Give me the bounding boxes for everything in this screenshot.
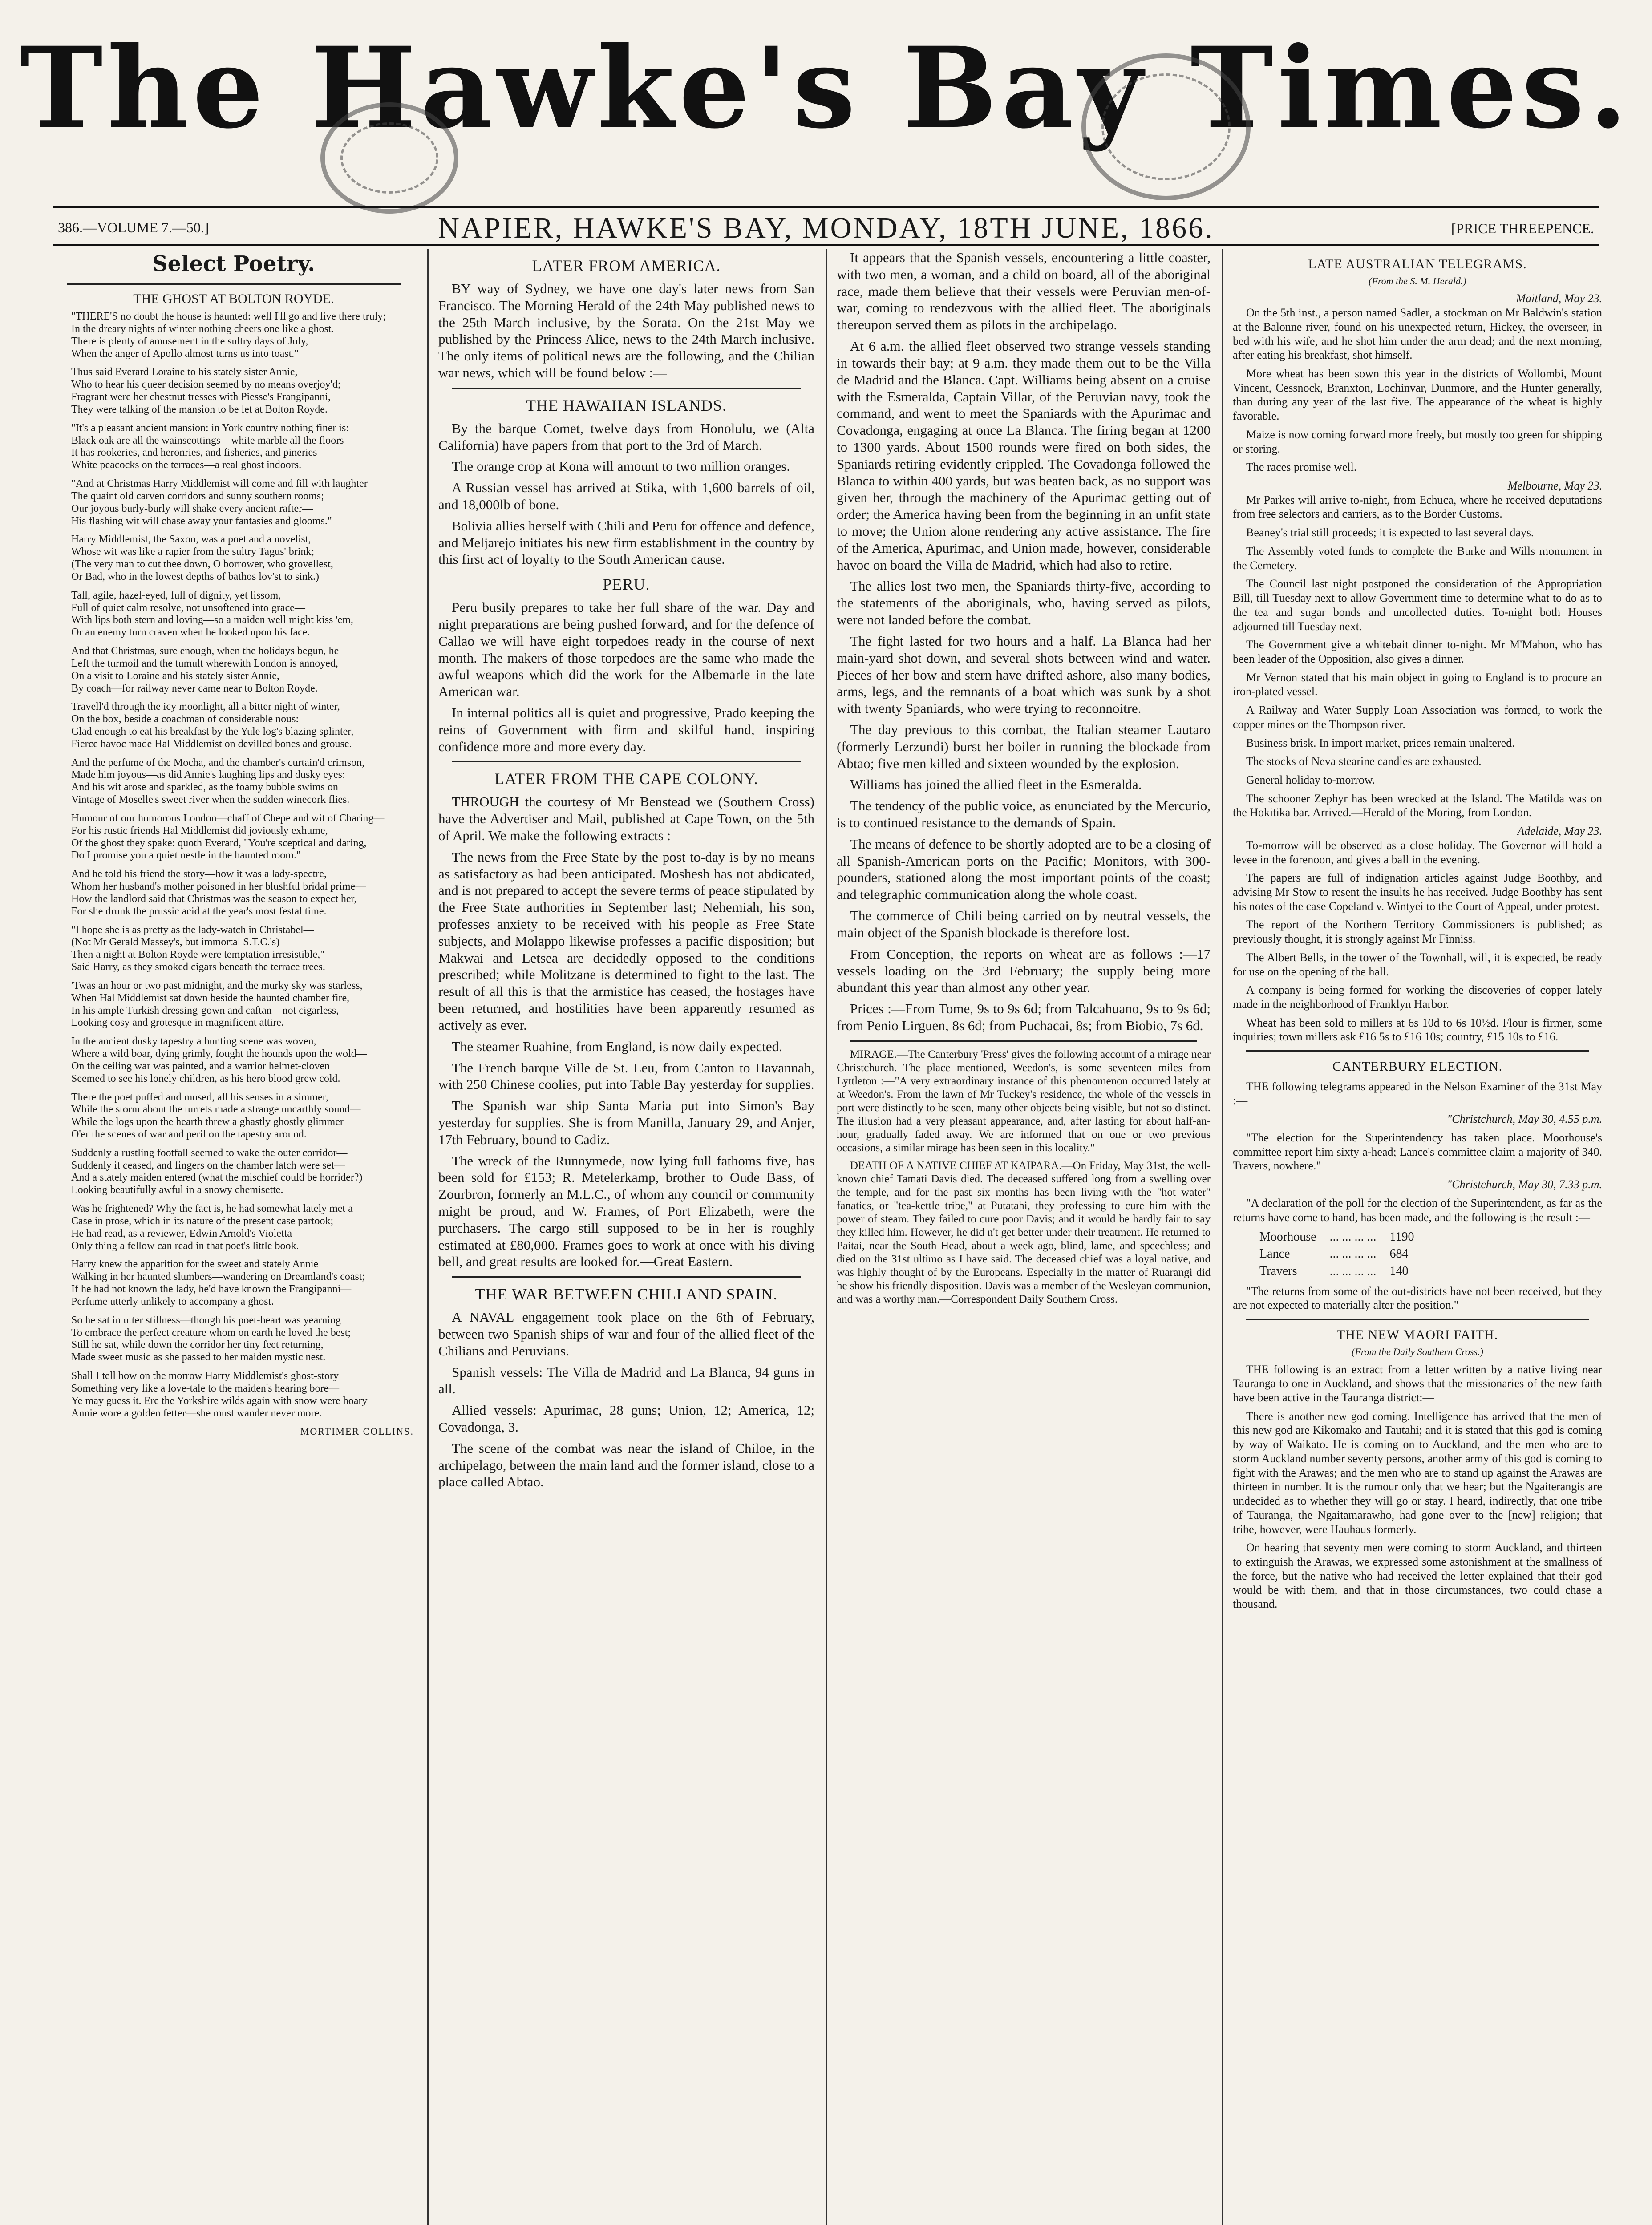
stanza: In the ancient dusky tapestry a hunting scene was woven, Where a wild boar, dying grimly, fought the hounds upon the wold— On the ceiling war was painted, and a warrior helmet-cloven Seemed to see his lonely children, as his hero blood grew cold. [71, 1036, 367, 1084]
stanza: Suddenly a rustling footfall seemed to wake the outer corridor— Suddenly it ceased, and fingers on the chamber latch were set— And a stately maiden entered (what the mischief could be horrider?) Looking beautifully awful in a snowy chemisette. [71, 1147, 363, 1196]
dateline [58, 211, 1594, 243]
paragraph: A Railway and Water Supply Loan Association was formed, to work the copper mines on the Thompson river. [1233, 704, 1602, 731]
vote-count: 1190 [1389, 1230, 1414, 1244]
paragraph: The means of defence to be shortly adopted are to be a closing of all Spanish-American ports on the Pacific; Monitors, with 300-pounders, stationed along the most important points of the coast; and telegraphic communication along the whole coast. [837, 836, 1211, 902]
rule [67, 283, 401, 285]
masthead-rule-bottom [53, 244, 1599, 246]
paragraph: Bolivia allies herself with Chili and Peru for offence and defence, and Meljarejo initiates his new firm establishment in the country by this first act of loyalty to the South American cause. [438, 518, 814, 567]
masthead-rule-top [53, 206, 1599, 208]
paragraph: It appears that the Spanish vessels, encountering a little coaster, with two men, a woman, and a child on board, all of the aboriginal race, made them believe that their vessels were Peruvian men-of-war, coming to rendezvous with the allied fleet. The aboriginals thereupon served them as pilots in the archipelago. [837, 250, 1211, 333]
dateline-place: Adelaide, May 23. [1517, 825, 1602, 838]
paragraph: The fight lasted for two hours and a half. La Blanca had her main-yard shot down, and several shots between wind and water. Pieces of her bow and stern have drifted ashore, also many bodies, arms, legs, and the remnants of a boat which was sunk by a shot with twenty Spaniards, who were trying to reconnoitre. [837, 633, 1211, 716]
paragraph: On the 5th inst., a person named Sadler, a stockman on Mr Baldwin's station at the Balonne river, found on his unexpected return, Hickey, the overseer, in bed with his wife, and he shot him under the arm dead; and the next morning, after eating his breakfast, shot himself. [1233, 306, 1602, 362]
leader-dots: ... ... ... ... [1329, 1230, 1377, 1244]
paragraph: Business brisk. In import market, prices remain unaltered. [1246, 736, 1515, 749]
election-results-table [1259, 1229, 1428, 1279]
rule [850, 1040, 1197, 1042]
rule [452, 1276, 801, 1278]
stanza: 'Twas an hour or two past midnight, and the murky sky was starless, When Hal Middlemist sat down beside the haunted chamber fire, In his ample Turkish dressing-gown and caftan—not cigarless, Looking cosy and grotesque in magnificent attire. [71, 979, 363, 1029]
column-divider [1222, 249, 1223, 2225]
stanza: And the perfume of the Mocha, and the chamber's curtain'd crimson, Made him joyous—as did Annie's laughing lips and dusky eyes: And his wit arose and sparkled, as the foamy bubble swims on Vintage of Moselle's sweet river when the sudden winecork flies. [71, 756, 365, 806]
paragraph: MIRAGE.—The Canterbury 'Press' gives the following account of a mirage near Christchurch. The place mentioned, Weedon's, is some seventeen miles from Lyttleton :—"A very extraordinary instance of this phenomenon occurred lately at at Weedon's. From the lawn of Mr Tuckey's residence, the whole of the vessels in port were distinctly to be seen, many other objects being visible, but not so distinct. The illusion had a very pleasant appearance, and, after lasting for about half-an-hour, gradually faded away. We are informed that on one or two previous occasions, a similar mirage has been seen in this locality." [837, 1048, 1211, 1154]
stanza: Humour of our humorous London—chaff of Chepe and wit of Charing— For his rustic friends Hal Middlemist did joviously exhume, Of the ghost they spake: quoth Everard, "You're sceptical and daring, Do I promise you a quiet nestle in the haunted room." [71, 812, 385, 862]
article-heading: THE WAR BETWEEN CHILI AND SPAIN. [475, 1285, 778, 1303]
candidate-name: Travers [1259, 1264, 1297, 1278]
paragraph: Wheat has been sold to millers at 6s 10d to 6s 10½d. Flour is firmer, some inquiries; town millers ask £16 5s to £16 10s; country, £15 10s to £16. [1233, 1016, 1602, 1044]
paragraph: BY way of Sydney, we have one day's later news from San Francisco. The Morning Herald of the 24th May published news to the 25th March inclusive, by the Sorata. On the 21st May we published by the Princess Alice, news to the 24th March inclusive. The only items of political news are the following, and the Chilian war news, which will be found below :— [438, 280, 814, 380]
paragraph: On hearing that seventy men were coming to storm Auckland, and thirteen to extinguish the Arawas, we expressed some astonishment at the smallness of the force, but the native who had received the letter explained that their god would be with them, and that in those circumstances, two could chase a thousand. [1233, 1541, 1602, 1611]
candidate-name: Lance [1259, 1247, 1290, 1261]
paragraph: THE following is an extract from a letter written by a native living near Tauranga to one in Auckland, and shows that the missionaries of the new faith have been active in the Tauranga district:— [1233, 1363, 1602, 1404]
article-heading: LATER FROM AMERICA. [532, 257, 721, 275]
stanza: So he sat in utter stillness—though his poet-heart was yearning To embrace the perfect creature whom on earth he loved the best; Still he sat, while down the corridor her tiny feet returning, Made sweet music as she passed to her maiden mystic nest. [71, 1314, 351, 1363]
paragraph: The wreck of the Runnymede, now lying full fathoms five, has been sold for £153; R. Metelerkamp, brother to Oude Bass, of Zourbron, formerly an M.L.C., of whom any council or community might be proud, and W. Frames, of Port Elizabeth, were the purchasers. The cargo still supposed to be in her is roughly estimated at £80,000. Frames goes to work at once with his diving bell, and great results are looked for.—Great Eastern. [438, 1153, 814, 1270]
paragraph: The Spanish war ship Santa Maria put into Simon's Bay yesterday for supplies. She is from Manilla, January 29, and Anjer, 17th February, bound to Cadiz. [438, 1098, 814, 1147]
column-divider [427, 249, 429, 2225]
stanza: Harry Middlemist, the Saxon, was a poet and a novelist, Whose wit was like a rapier from the sultry Tagus' brink; (The very man to cut thee down, O borrower, who grovellest, Or Bad, who in the lowest depths of bathos lov'st to sink.) [71, 534, 333, 583]
paragraph: "The returns from some of the out-districts have not been received, but they are not expected to materially alter the position." [1233, 1284, 1602, 1312]
section-heading: Select Poetry. [152, 251, 315, 276]
paragraph: Spanish vessels: The Villa de Madrid and La Blanca, 94 guns in all. [438, 1364, 814, 1397]
stanza: Thus said Everard Loraine to his stately sister Annie, Who to hear his queer decision seemed by no means overjoy'd; Fragrant were her chestnut tresses with Piesse's Frangipanni, They were talking of the mansion to be let at Bolton Royde. [71, 366, 341, 415]
paragraph: The French barque Ville de St. Leu, from Canton to Havannah, with 250 Chinese coolies, put into Table Bay yesterday for supplies. [438, 1060, 814, 1092]
article-heading: LATE AUSTRALIAN TELEGRAMS. [1308, 257, 1527, 271]
poem-title: THE GHOST AT BOLTON ROYDE. [133, 291, 334, 306]
table-row [1259, 1246, 1428, 1262]
rule [1246, 1050, 1589, 1052]
leader-dots: ... ... ... ... [1329, 1247, 1377, 1261]
paragraph: A company is being formed for working the discoveries of copper lately made in the neighborhood of Franklyn Harbor. [1233, 983, 1602, 1011]
vote-count: 140 [1389, 1264, 1409, 1278]
paragraph: At 6 a.m. the allied fleet observed two strange vessels standing in towards their bay; at 9 a.m. they made them out to be the Villa de Madrid and the Blanca. Capt. Williams being absent on a cruise with the Esmeralda, Captain Villar, of the Peruvian navy, took the command, and went to meet the Spaniards with the Apurimac and Covadonga, engaging at once La Blanca. The firing began at 1200 to 1300 yards. About 1500 rounds were fired on both sides, the Spaniards retiring evidently crippled. The Covadonga followed the Blanca to within 400 yards, but was beaten back, as no support was given her, through the machinery of the Apurimac getting out of order; the America having been from the beginning in an unfit state to move; the Union alone rendering any active assistance. The fire of the America, Apurimac, and Union made, however, considerable havoc on board the Villa de Madrid, which had also to retire. [837, 338, 1211, 573]
paragraph: The stocks of Neva stearine candles are exhausted. [1246, 755, 1482, 768]
stanza: "It's a pleasant ancient mansion: in York country nothing finer is: Black oak are all the wainscottings—white marble all the floors— It has rookeries, and heronries, and fisheries, and pineries— White peacocks on the terraces—a real ghost indoors. [71, 422, 355, 471]
article-heading: LATER FROM THE CAPE COLONY. [494, 770, 758, 788]
candidate-name: Moorhouse [1259, 1230, 1316, 1244]
stanza: Shall I tell how on the morrow Harry Middlemist's ghost-story Something very like a love-tale to the maiden's hearing bore— Ye may guess it. Ere the Yorkshire wilds again with snow were hoary Annie wore a golden fetter—she must wander never more. [71, 1370, 368, 1419]
paragraph: "The election for the Superintendency has taken place. Moorhouse's committee report him sixty a-head; Lance's committee claim a majority of 340. Travers, nowhere." [1233, 1131, 1602, 1173]
paragraph: The papers are full of indignation articles against Judge Boothby, and advising Mr Stow to resent the insults he has received. Judge Boothby has sent his notes of the case Copeland v. Wintyei to the Court of Appeal, under protest. [1233, 871, 1602, 913]
paragraph: "A declaration of the poll for the election of the Superintendent, as far as the returns have come to hand, has been made, and the following is the result :— [1233, 1196, 1602, 1224]
column-news-4 [1233, 249, 1602, 2225]
paragraph: The Assembly voted funds to complete the Burke and Wills monument in the Cemetery. [1233, 544, 1602, 572]
paragraph: The report of the Northern Territory Commissioners is published; as previously thought, it is strongly against Mr Finniss. [1233, 918, 1602, 946]
paragraph: Allied vessels: Apurimac, 28 guns; Union, 12; America, 12; Covadonga, 3. [438, 1402, 814, 1435]
paragraph: The races promise well. [1246, 461, 1357, 474]
paragraph: "Christchurch, May 30, 4.55 p.m. [1447, 1112, 1602, 1126]
article-heading: PERU. [603, 575, 650, 594]
paragraph: The Albert Bells, in the tower of the Townhall, will, it is expected, be ready for use on the opening of the hall. [1233, 951, 1602, 978]
article-heading: THE NEW MAORI FAITH. [1336, 1327, 1498, 1343]
rule [1246, 1319, 1589, 1320]
table-row [1259, 1263, 1428, 1280]
paragraph: The orange crop at Kona will amount to two million oranges. [452, 458, 790, 474]
paragraph: The Government give a whitebait dinner to-night. Mr M'Mahon, who has been leader of the Opposition, also gives a dinner. [1233, 638, 1602, 665]
paragraph: A NAVAL engagement took place on the 6th of February, between two Spanish ships of war and four of the allied fleet of the Chilians and Peruvians. [438, 1309, 814, 1359]
stanza: And that Christmas, sure enough, when the holidays begun, he Left the turmoil and the tumult wherewith London is annoyed, On a visit to Loraine and his stately sister Annie, By coach—for railway never came near to Bolton Royde. [71, 645, 339, 694]
paragraph: Mr Parkes will arrive to-night, from Echuca, where he received deputations from free selectors and carriers, as to the Border Customs. [1233, 493, 1602, 521]
dateline-place: Melbourne, May 23. [1507, 479, 1602, 493]
paragraph: Williams has joined the allied fleet in the Esmeralda. [850, 777, 1142, 793]
price: [PRICE THREEPENCE. [1451, 220, 1594, 236]
paragraph: DEATH OF A NATIVE CHIEF AT KAIPARA.—On Friday, May 31st, the well-known chief Tamati Davis died. The deceased suffered long from a swelling over the temple, and for the past six months has been living with the "hot water" fanatics, or "tea-kettle tribe," at Putatahi, they professing to cure him with the power of steam. They failed to cure poor Davis; and it would be hardly fair to say they killed him. However, he did n't get better under their treatment. He returned to Paitai, near the South Head, about a week ago, blind, lame, and speechless; and died on the 31st ultimo as I have said. The deceased chief was a loyal native, and was highly thought of by the Europeans. Especially in the matter of Ruarangi did he show his friendly disposition. Davis was a member of the Wesleyan communion, and was a worthy man.—Correspondent Daily Southern Cross. [837, 1159, 1211, 1305]
paragraph: There is another new god coming. Intelligence has arrived that the men of this new god are Kikomako and Tautahi; and it is stated that this god is coming by way of Waikato. He is coming on to Auckland, and the men who are to storm Auckland number seventy persons, another army of this god is coming to fight with the Arawas; and the men who are to stand up against the Arawas are thirteen in number. It is the rumour only that we hear; but the Ngaiterangis are undecided as to whether they will go or stay. I heard, indirectly, that one tribe of Tauranga, the Ngaitamarawho, had gone over to the [new] religion; that tribe, however, were Hauhaus formerly. [1233, 1409, 1602, 1536]
stanza: "THERE'S no doubt the house is haunted: well I'll go and live there truly; In the dreary nights of winter nothing cheers one like a ghost. There is plenty of amusement in the sultry days of July, When the anger of Apollo almost turns us into toast." [71, 311, 386, 360]
paragraph: The scene of the combat was near the island of Chiloe, in the archipelago, between the main land and the former island, close to a place called Abtao. [438, 1440, 814, 1490]
paragraph: Maize is now coming forward more freely, but mostly too green for shipping or storing. [1233, 428, 1602, 455]
volume-number: 386.—VOLUME 7.—50.] [58, 219, 209, 235]
paragraph: THROUGH the courtesy of Mr Benstead we (Southern Cross) have the Advertiser and Mail, published at Cape Town, on the 5th of April. We make the following extracts :— [438, 794, 814, 843]
paragraph: The news from the Free State by the post to-day is by no means as satisfactory as had been anticipated. Moshesh has not abdicated, and is not prepared to accept the severe terms of peace stipulated by the Free State authorities in September last; Nehemiah, his son, professes anxiety to be received with his people as Free State subjects, and Molappo likewise professes a pacific disposition; but Makwai and Letsea are decidedly opposed to the conditions prescribed; while Molitzane is determined to fight to the last. The result of all this is that the armistice has ceased, the hostages have been returned, and hostilities have been apparently resumed as actively as ever. [438, 849, 814, 1033]
rule [452, 761, 801, 762]
stanza: Tall, agile, hazel-eyed, full of dignity, yet lissom, Full of quiet calm resolve, not unsoftened into grace— With lips both stern and loving—so a maiden well might kiss 'em, Or an enemy turn craven when he looked upon his face. [71, 589, 353, 639]
paragraph: The Council last night postponed the consideration of the Appropriation Bill, till Tuesday next to allow Government time to determine what to do as to the tea and sugar bonds and uncollected duties. To-night both Houses adjourned till Tuesday next. [1233, 577, 1602, 633]
paragraph: The schooner Zephyr has been wrecked at the Island. The Matilda was on the Hokitika bar. Arrived.—Herald of the Moring, from London. [1233, 792, 1602, 819]
column-news-2 [438, 249, 814, 2225]
paragraph: General holiday to-morrow. [1246, 773, 1375, 786]
masthead [0, 0, 1652, 209]
article-heading: THE HAWAIIAN ISLANDS. [526, 396, 727, 414]
stanza: There the poet puffed and mused, all his senses in a simmer, While the storm about the turrets made a strange uncarthly sound— While the logs upon the hearth threw a ghastly ghostly glimmer O'er the scenes of war and peril on the tapestry around. [71, 1091, 361, 1140]
paragraph: The allies lost two men, the Spaniards thirty-five, according to the statements of the aboriginals, who, having served as pilots, were not landed before the combat. [837, 578, 1211, 628]
paragraph: In internal politics all is quiet and progressive, Prado keeping the reins of Government with firm and skilful hand, inspiring confidence more and more every day. [438, 704, 814, 754]
dateline-place: Maitland, May 23. [1516, 292, 1602, 305]
column-news-3 [837, 249, 1211, 2225]
paragraph: From Conception, the reports on wheat are as follows :—17 vessels loading on the 3rd February; the supply being more abundant this year than almost any other year. [837, 946, 1211, 995]
article-source: (From the S. M. Herald.) [1369, 275, 1466, 287]
paragraph: The day previous to this combat, the Italian steamer Lautaro (formerly Lerzundi) burst her boiler in running the blockade from Abtao; five men killed and sixteen wounded by the explosion. [837, 721, 1211, 771]
stanza: "And at Christmas Harry Middlemist will come and fill with laughter The quaint old carven corridors and sunny southern rooms; Our joyous burly-burly will shake every ancient rafter— His flashing wit will chase away your fantasies and glooms." [71, 478, 368, 527]
column-divider [826, 249, 827, 2225]
column-poetry [53, 249, 414, 2225]
article-source: (From the Daily Southern Cross.) [1352, 1346, 1483, 1357]
paragraph: THE following telegrams appeared in the Nelson Examiner of the 31st May :— [1233, 1080, 1602, 1107]
paragraph: The commerce of Chili being carried on by neutral vessels, the main object of the Spanish blockade is therefore lost. [837, 908, 1211, 940]
vote-count: 684 [1389, 1247, 1409, 1261]
stanza: Was he frightened? Why the fact is, he had somewhat lately met a Case in prose, which in its nature of the present case partook; He had read, as a reviewer, Edwin Arnold's Violetta— Only thing a fellow can read in that poet's little book. [71, 1203, 353, 1252]
stanza: And he told his friend the story—how it was a lady-spectre, Whom her husband's mother poisoned in her blushful bridal prime— How the landlord said that Christmas was the season to expect her, For she drunk the prussic acid at the year's most festal time. [71, 868, 366, 917]
paragraph: The tendency of the public voice, as enunciated by the Mercurio, is to continued resistance to the demands of Spain. [837, 798, 1211, 830]
right-stamp-icon [1081, 53, 1251, 200]
rule [452, 388, 801, 389]
newspaper-title: The Hawke's Bay Times. [20, 22, 1632, 153]
stanza: Travell'd through the icy moonlight, all a bitter night of winter, On the box, beside a coachman of considerable nous: Glad enough to eat his breakfast by the Yule log's blazing splinter, Fierce havoc made Hal Middlemist on devilled bones and grouse. [71, 701, 354, 750]
paragraph: Beaney's trial still proceeds; it is expected to last several days. [1246, 526, 1534, 539]
paragraph: Mr Vernon stated that his main object in going to England is to procure an iron-plated vessel. [1233, 671, 1602, 698]
poem-signature: MORTIMER COLLINS. [300, 1426, 414, 1437]
paragraph: Peru busily prepares to take her full share of the war. Day and night preparations are being pushed forward, and for the defence of Callao we will have eight torpedoes ready in the course of next month. The makers of those torpedoes are the same who made the awful weapons which did the work for the Albemarle in the late American war. [438, 599, 814, 700]
paragraph: Prices :—From Tome, 9s to 9s 6d; from Talcahuano, 9s to 9s 6d; from Penio Lirguen, 8s 6d; from Puchacai, 8s; from Biobio, 7s 6d. [837, 1001, 1211, 1033]
stanza: "I hope she is as pretty as the lady-watch in Christabel— (Not Mr Gerald Massey's, but immortal S.T.C.'s) Then a night at Bolton Royde were temptation irresistible," Said Harry, as they smoked cigars beneath the terrace trees. [71, 924, 325, 973]
paragraph: By the barque Comet, twelve days from Honolulu, we (Alta California) have papers from that port to the 3rd of March. [438, 420, 814, 453]
paragraph: To-morrow will be observed as a close holiday. The Governor will hold a levee in the forenoon, and gives a ball in the evening. [1233, 838, 1602, 866]
table-row [1259, 1229, 1428, 1246]
left-stamp-icon [320, 102, 458, 214]
article-heading: CANTERBURY ELECTION. [1332, 1059, 1503, 1074]
paragraph: A Russian vessel has arrived at Stika, with 1,600 barrels of oil, and 18,000lb of bone. [438, 480, 814, 512]
place-date: NAPIER, HAWKE'S BAY, MONDAY, 18TH JUNE, 1866. [438, 212, 1214, 244]
paragraph: The steamer Ruahine, from England, is now daily expected. [452, 1038, 782, 1054]
paragraph: More wheat has been sown this year in the districts of Wollombi, Mount Vincent, Cessnock, Branxton, Lochinvar, Dunmore, and the Hunter generally, than during any year of the last five. The appearance of the wheat is highly favorable. [1233, 367, 1602, 423]
stanza: Harry knew the apparition for the sweet and stately Annie Walking in her haunted slumbers—wandering on Dreamland's coast; If he had not known the lady, he'd have known the Frangipanni— Perfume utterly unlikely to accompany a ghost. [71, 1258, 365, 1307]
leader-dots: ... ... ... ... [1329, 1264, 1377, 1278]
paragraph: "Christchurch, May 30, 7.33 p.m. [1447, 1178, 1602, 1191]
